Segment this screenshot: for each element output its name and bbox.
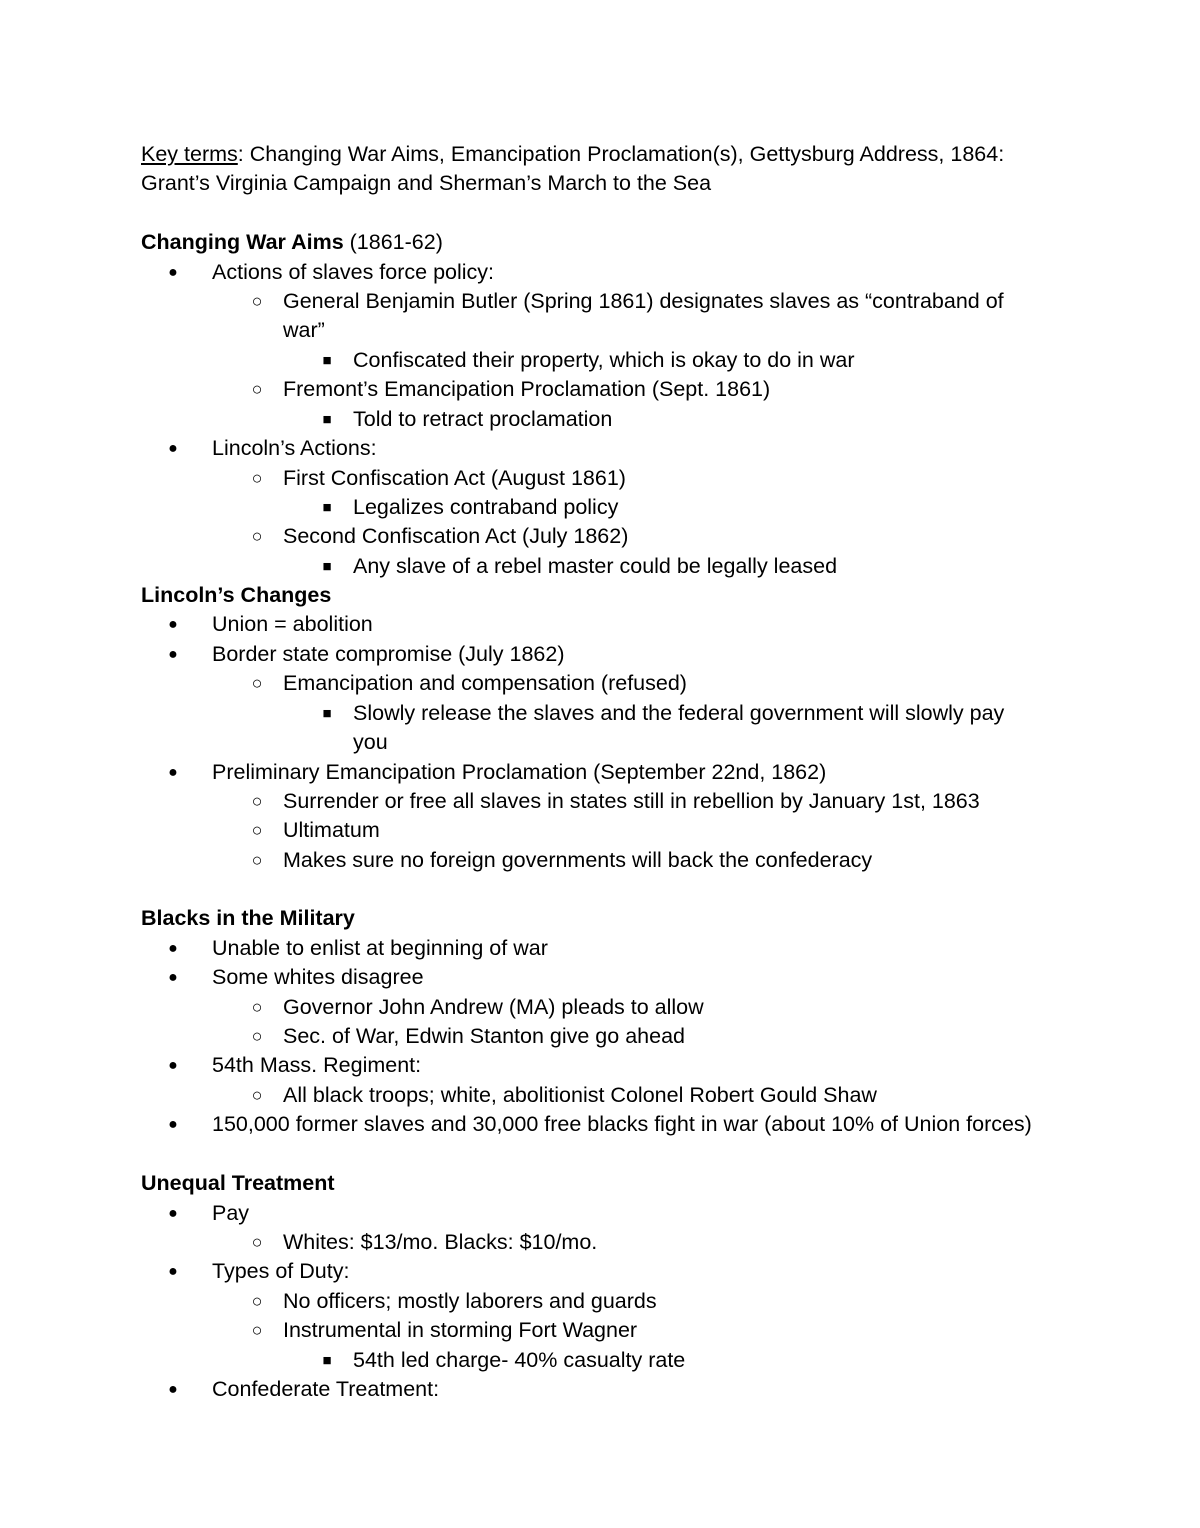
bullet-circle-icon: ○: [251, 850, 263, 870]
bullet-circle-icon: ○: [251, 997, 263, 1017]
heading-suffix: (1861-62): [343, 230, 443, 254]
list-item: Actions of slaves force policy:: [212, 260, 495, 284]
bullet-square-icon: ■: [322, 1352, 332, 1369]
bullet-disc-icon: ●: [168, 440, 178, 457]
list-item: Types of Duty:: [212, 1259, 350, 1283]
list-item: Unable to enlist at beginning of war: [212, 936, 548, 960]
bullet-circle-icon: ○: [251, 1291, 263, 1311]
bullet-disc-icon: ●: [168, 940, 178, 957]
bullet-disc-icon: ●: [168, 1205, 178, 1222]
bullet-circle-icon: ○: [251, 1085, 263, 1105]
list-item: Some whites disagree: [212, 965, 424, 989]
bullet-disc-icon: ●: [168, 1057, 178, 1074]
bullet-circle-icon: ○: [251, 379, 263, 399]
list-item: Pay: [212, 1201, 250, 1225]
section-heading-unequal-treatment: Unequal Treatment: [141, 1171, 335, 1195]
section-heading-lincolns-changes: Lincoln’s Changes: [141, 583, 332, 607]
list-item: Second Confiscation Act (July 1862): [283, 524, 629, 548]
bullet-square-icon: ■: [322, 558, 332, 575]
bullet-square-icon: ■: [322, 705, 332, 722]
list-item: 54th Mass. Regiment:: [212, 1053, 422, 1077]
list-item: First Confiscation Act (August 1861): [283, 466, 626, 490]
section-heading-changing-war-aims: [141, 228, 443, 258]
list-item: Confederate Treatment:: [212, 1377, 440, 1401]
bullet-disc-icon: ●: [168, 969, 178, 986]
list-item: Any slave of a rebel master could be legally leased: [353, 554, 838, 578]
list-item: Surrender or free all slaves in states still in rebellion by January 1st, 1863: [283, 789, 980, 813]
list-item: Makes sure no foreign governments will back the confederacy: [283, 848, 873, 872]
key-terms-text: : Changing War Aims, Emancipation Proclamation(s), Gettysburg Address, 1864:: [237, 142, 1005, 166]
list-item: Instrumental in storming Fort Wagner: [283, 1318, 638, 1342]
section-heading-blacks-in-military: Blacks in the Military: [141, 906, 355, 930]
list-item: Told to retract proclamation: [353, 407, 613, 431]
bullet-circle-icon: ○: [251, 673, 263, 693]
list-item-continuation: war”: [283, 318, 325, 342]
list-item: Union = abolition: [212, 612, 373, 636]
list-item: Lincoln’s Actions:: [212, 436, 377, 460]
bullet-square-icon: ■: [322, 352, 332, 369]
bullet-disc-icon: ●: [168, 616, 178, 633]
heading-text: Changing War Aims: [141, 230, 344, 254]
bullet-disc-icon: ●: [168, 1381, 178, 1398]
list-item: Fremont’s Emancipation Proclamation (Sept. 1861): [283, 377, 771, 401]
list-item: Preliminary Emancipation Proclamation (September 22nd, 1862): [212, 760, 827, 784]
bullet-square-icon: ■: [322, 499, 332, 516]
bullet-circle-icon: ○: [251, 1026, 263, 1046]
bullet-circle-icon: ○: [251, 791, 263, 811]
list-item: General Benjamin Butler (Spring 1861) designates slaves as “contraband of: [283, 289, 1004, 313]
bullet-disc-icon: ●: [168, 764, 178, 781]
list-item: 150,000 former slaves and 30,000 free blacks fight in war (about 10% of Union forces): [212, 1112, 1032, 1136]
list-item: Whites: $13/mo. Blacks: $10/mo.: [283, 1230, 598, 1254]
list-item: Border state compromise (July 1862): [212, 642, 565, 666]
list-item: No officers; mostly laborers and guards: [283, 1289, 657, 1313]
bullet-circle-icon: ○: [251, 1320, 263, 1340]
list-item: Slowly release the slaves and the federal government will slowly pay: [353, 701, 1005, 725]
bullet-circle-icon: ○: [251, 468, 263, 488]
list-item-continuation: you: [353, 730, 388, 754]
bullet-circle-icon: ○: [251, 820, 263, 840]
bullet-disc-icon: ●: [168, 264, 178, 281]
list-item: Governor John Andrew (MA) pleads to allow: [283, 995, 704, 1019]
bullet-circle-icon: ○: [251, 291, 263, 311]
bullet-square-icon: ■: [322, 411, 332, 428]
list-item: All black troops; white, abolitionist Colonel Robert Gould Shaw: [283, 1083, 877, 1107]
list-item: Ultimatum: [283, 818, 380, 842]
bullet-disc-icon: ●: [168, 1116, 178, 1133]
key-terms-label: Key terms: [141, 142, 238, 166]
list-item: Sec. of War, Edwin Stanton give go ahead: [283, 1024, 685, 1048]
bullet-disc-icon: ●: [168, 646, 178, 663]
list-item: Confiscated their property, which is okay to do in war: [353, 348, 855, 372]
bullet-circle-icon: ○: [251, 1232, 263, 1252]
list-item: 54th led charge- 40% casualty rate: [353, 1348, 686, 1372]
list-item: Emancipation and compensation (refused): [283, 671, 687, 695]
bullet-circle-icon: ○: [251, 526, 263, 546]
bullet-disc-icon: ●: [168, 1263, 178, 1280]
list-item: Legalizes contraband policy: [353, 495, 619, 519]
key-terms-line-1: [141, 140, 1004, 170]
key-terms-line-2: Grant’s Virginia Campaign and Sherman’s March to the Sea: [141, 171, 712, 195]
